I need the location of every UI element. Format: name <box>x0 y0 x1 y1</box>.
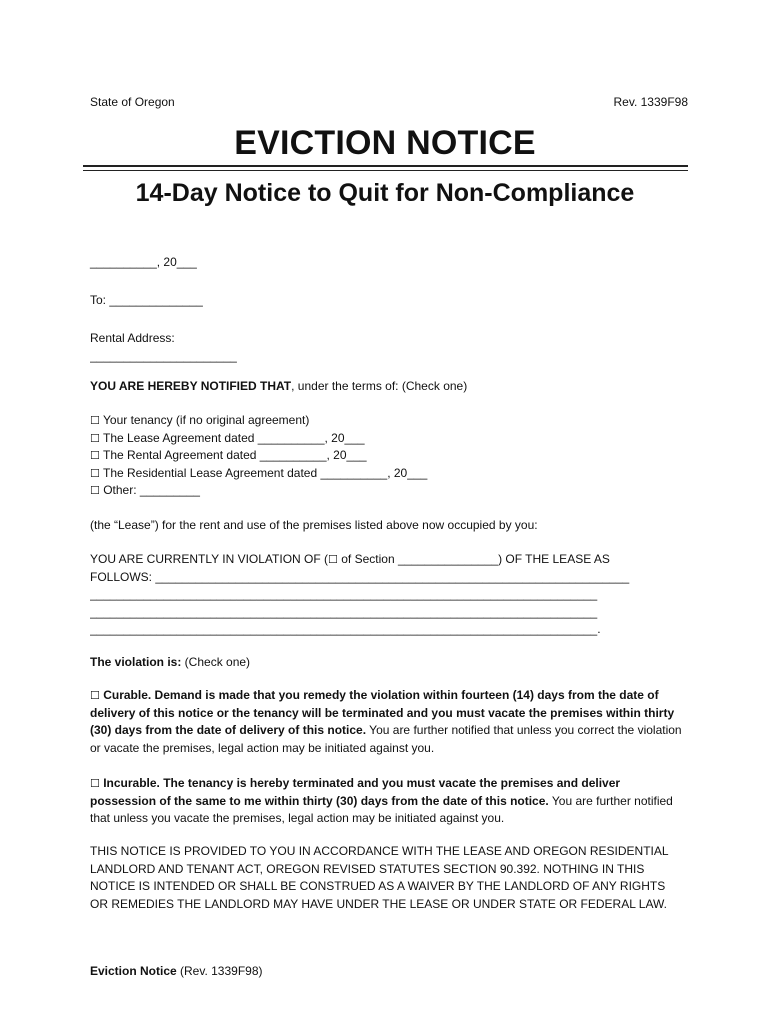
violation-is <box>90 654 686 672</box>
title-rule-thick <box>83 165 688 167</box>
lease-option: ☐ The Residential Lease Agreement dated __________, 20___ <box>90 465 428 480</box>
lease-definition: (the “Lease”) for the rent and use of the premises listed above now occupied by you: <box>90 518 538 532</box>
rental-address-blank: ______________________ <box>90 348 237 363</box>
notified-statement <box>90 378 686 396</box>
violation-line-4: ____________________________________________________________________________ <box>90 604 598 619</box>
lease-options-list <box>90 412 686 500</box>
curable-bold: Curable. Demand is made that you remedy the violation within fourteen (14) days from the date of delivery of this notice or the tenancy will be terminated and you must vacate the premises within thirty (30) days from the date of delivery of this notice. <box>90 688 675 737</box>
violation-is-bold: The violation is: <box>90 655 182 669</box>
incurable-option <box>90 775 686 828</box>
checkbox-icon[interactable]: ☐ <box>90 414 100 427</box>
checkbox-icon[interactable]: ☐ <box>90 484 100 497</box>
violation-line-3: ____________________________________________________________________________ <box>90 587 598 601</box>
rental-address-label: Rental Address: <box>90 331 175 345</box>
violation-line-2: FOLLOWS: _______________________________________________________________________ <box>90 569 630 584</box>
checkbox-icon[interactable]: ☐ <box>90 449 100 462</box>
curable-option <box>90 687 686 757</box>
page-subtitle: 14-Day Notice to Quit for Non-Compliance <box>135 179 635 207</box>
violation-line-1: YOU ARE CURRENTLY IN VIOLATION OF (☐ of Section _______________) OF THE LEASE AS <box>90 552 610 566</box>
checkbox-icon[interactable]: ☐ <box>90 466 100 480</box>
footer-rest: (Rev. 1339F98) <box>176 964 263 978</box>
checkbox-icon[interactable]: ☐ <box>90 777 100 790</box>
lease-option: ☐ Other: _________ <box>90 483 200 497</box>
curable-rest: You are further notified that unless you correct the violation or vacate the premises, legal action may be initiated against you. <box>90 723 682 755</box>
notified-bold: YOU ARE HEREBY NOTIFIED THAT <box>90 379 292 393</box>
violation-is-rest: (Check one) <box>181 655 251 669</box>
legal-notice: THIS NOTICE IS PROVIDED TO YOU IN ACCORDANCE WITH THE LEASE AND OREGON RESIDENTIAL LANDLORD AND TENANT ACT, OREGON REVISED STATUTES SECTION 90.392. NOTHING IN THIS NOTICE IS INTENDED OR SHALL BE CONSTRUED AS A WAIVER BY THE LANDLORD OF ANY RIGHTS OR REMEDIES THE LANDLORD MAY HAVE UNDER THE LEASE OR UNDER STATE OR FEDERAL LAW. <box>90 844 669 911</box>
lease-option: ☐ The Rental Agreement dated __________, 20___ <box>90 448 367 462</box>
footer <box>90 963 686 981</box>
incurable-bold: Incurable. The tenancy is hereby terminated and you must vacate the premises and deliver possession of the same to me within thirty (30) days from the date of this notice. <box>90 776 621 808</box>
incurable-rest: You are further notified that unless you vacate the premises, legal action may be initiated against you. <box>90 793 673 825</box>
checkbox-icon[interactable]: ☐ <box>328 553 338 566</box>
to-line: To: ______________ <box>90 293 203 307</box>
date-line: __________, 20___ <box>90 255 197 269</box>
revision-label: Rev. 1339F98 <box>613 95 688 109</box>
title-rule-thin <box>83 170 688 171</box>
checkbox-icon[interactable]: ☐ <box>90 689 100 702</box>
lease-option: ☐ The Lease Agreement dated __________, 20___ <box>90 430 365 445</box>
page-title: EVICTION NOTICE <box>234 124 536 162</box>
violation-section <box>90 551 686 639</box>
state-label: State of Oregon <box>90 95 175 109</box>
rental-address <box>90 330 686 365</box>
violation-line-5: ____________________________________________________________________________. <box>90 622 601 636</box>
footer-bold: Eviction Notice <box>90 964 177 978</box>
notified-rest: , under the terms of: (Check one) <box>291 379 468 393</box>
lease-option: ☐ Your tenancy (if no original agreement) <box>90 413 310 427</box>
checkbox-icon[interactable]: ☐ <box>90 431 100 445</box>
